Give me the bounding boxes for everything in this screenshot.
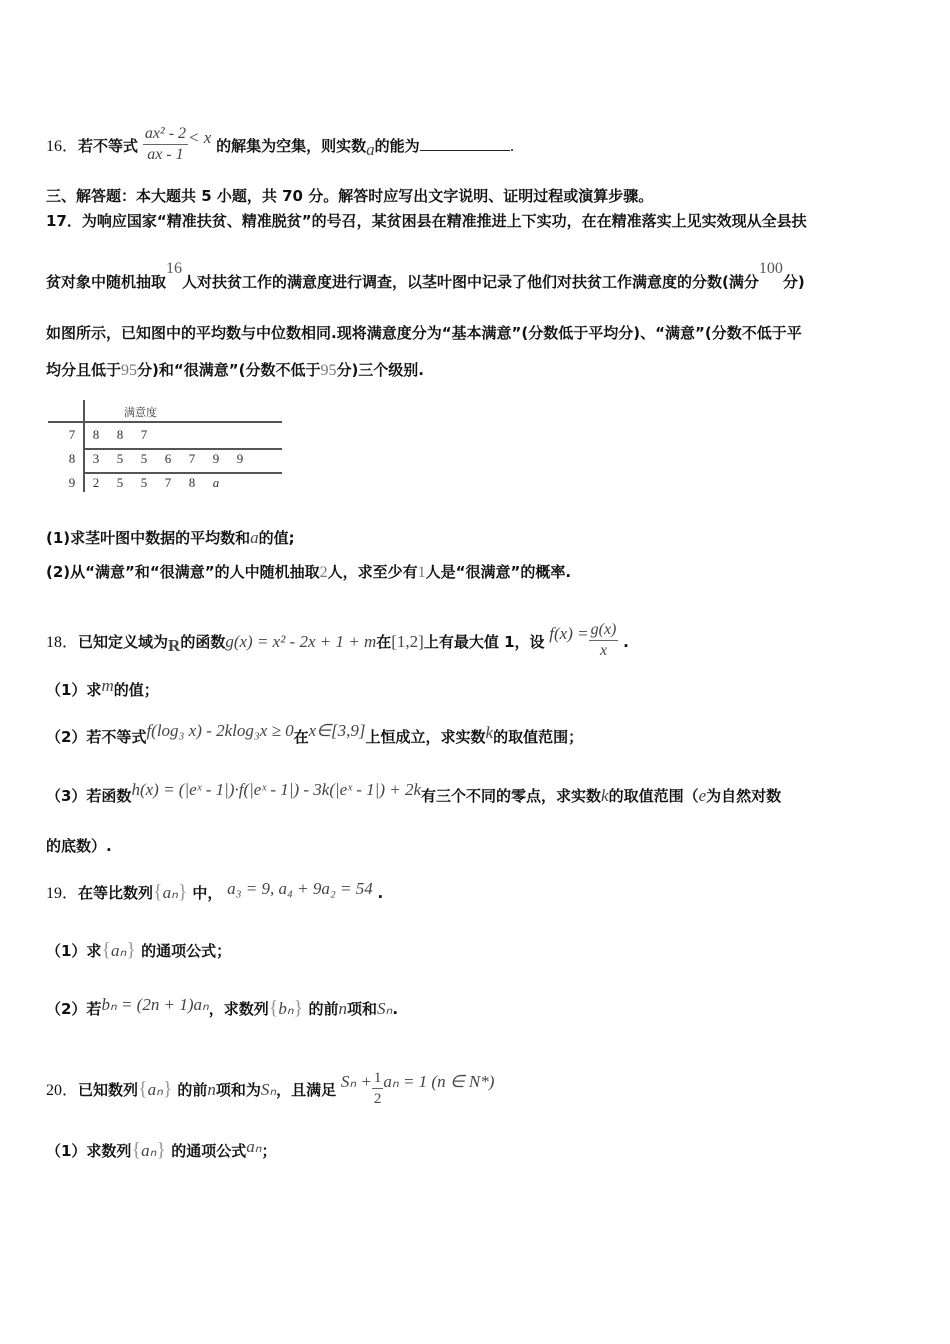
q18-p3-var: k [601,786,609,805]
q17-part1-var: a [250,528,259,547]
q17-number-100: 100 [758,260,783,277]
q18-interval: [1,2] [391,632,424,651]
q16-var-a: a [366,140,375,159]
q20-seq: aₙ [147,1080,163,1099]
brace-close: } [162,1078,173,1100]
q20-c: 项和为 [215,1081,261,1099]
q16-middle: 的解集为空集，则实数 [216,137,367,155]
q17-part2-n1: 1 [417,564,426,581]
q20-n: n [207,1080,216,1099]
q18-p1-label: （1）求 [46,681,102,699]
q16-prefix: 若不等式 [78,137,139,155]
q18-part1 [46,676,159,700]
leaf: 8 [116,427,124,442]
q16 [46,126,514,167]
leaf: 7 [140,427,148,442]
q17-line4-a: 均分且低于 [46,361,122,379]
brace-close: } [126,939,136,961]
q19-a: 在等比数列 [78,884,154,902]
leaf: 8 [188,475,196,490]
leaf: 3 [92,451,100,466]
q19-part2 [46,995,399,1019]
q18-p3-label: （3）若函数 [46,787,132,805]
q18-p2-range: x∈[3,9] [308,721,366,740]
q18-p1-var: m [101,676,114,695]
brace-close: } [177,881,188,903]
leaf: 6 [164,451,172,466]
q19-p2-label: （2）若 [46,1000,102,1018]
leaf: a [212,475,220,490]
q19-seq: aₙ [162,883,178,902]
row-rule-2 [83,472,282,474]
q20-p1-label: （1）求数列 [46,1142,132,1160]
q17-part2 [46,562,571,583]
leaf: 8 [92,427,100,442]
q17-line4-b: 分)和“很满意”(分数不低于 [137,361,321,379]
q16-suffix: 的能为 [374,137,420,155]
q16-frac-denominator: ax - 1 [147,146,184,163]
stem-row-9 [46,475,286,495]
leaf: 2 [92,475,100,490]
q17-number-16: 16 [166,260,183,277]
q18-c: 在 [376,633,392,651]
q20-p1-an: aₙ [246,1137,262,1156]
header-rule [48,421,282,423]
q19 [46,879,384,904]
stem: 8 [68,451,76,466]
q16-frac-numerator: ax² - 2 [143,124,188,145]
q18-p2-var: k [485,723,494,742]
q18-frac-denominator: x [599,642,608,659]
leaf: 5 [140,451,148,466]
q20-p1-seq: aₙ [141,1141,157,1160]
q19-p2-seq: bₙ [278,999,294,1018]
q20 [46,1070,494,1111]
q17-part2-a: (2)从“满意”和“很满意”的人中随机抽取 [46,563,320,581]
q18-part3-line2: 的底数）. [46,837,112,855]
q18 [46,622,629,663]
q18-p2-label: （2）若不等式 [46,728,147,746]
q20-cond-lhs: Sₙ + [340,1072,372,1091]
q18-p3-d: 为自然对数 [706,787,782,805]
row-rule-1 [83,448,282,450]
q18-p3-expr: h(x) = (|eˣ - 1|)·f(|eˣ - 1|) - 3k(|eˣ - 1|) + 2k [131,780,422,799]
leaf: 9 [236,451,244,466]
q20-part1 [46,1137,277,1161]
leaf: 5 [116,451,124,466]
q17-part2-b: 人，求至少有 [327,563,418,581]
q16-relation: < x [188,128,212,147]
q19-p2-def: bₙ = (2n + 1)aₙ [101,995,209,1014]
q18-R: R [168,636,181,655]
q18-frac-numerator: g(x) [589,620,619,641]
q18-g-def: g(x) = x² - 2x + 1 + m [225,632,377,651]
q18-p3-e: e [698,786,707,805]
q17-part2-n2: 2 [319,564,328,581]
leaf: 5 [140,475,148,490]
q18-f-lhs: f(x) = [549,624,589,643]
q17-number-95b: 95 [320,362,337,379]
q18-fraction [589,620,619,661]
q17-line1: 17．为响应国家“精准扶贫、精准脱贫”的号召，某贫困县在精准推进上下实功，在在精准落实上见实效现从全县扶 [46,212,807,230]
q17-part2-c: 人是“很满意”的概率. [425,563,572,581]
q20-fraction [372,1068,384,1109]
q20-d: ，且满足 [276,1081,337,1099]
q17-line4-c: 分)三个级别. [336,361,425,379]
q17-line3: 如图所示，已知图中的平均数与中位数相同.现将满意度分为“基本满意”(分数低于平均分)、“满意”(分数不低于平 [46,324,802,342]
q16-fraction [143,124,188,165]
q17-line2-b: 人对扶贫工作的满意度进行调查，以茎叶图中记录了他们对扶贫工作满意度的分数(满分 [182,273,759,291]
section3-heading: 三、解答题：本大题共 5 小题，共 70 分。解答时应写出文字说明、证明过程或演算步骤。 [46,187,654,205]
q19-condition: a₃ = 9, a₄ + 9a₂ = 54 [227,879,373,898]
stem-leaf-plot [46,398,286,494]
q19-p2-S: Sₙ [377,999,393,1018]
q18-end: . [623,633,629,651]
q20-a: 已知数列 [78,1081,139,1099]
leaf: 7 [164,475,172,490]
stem-row-8 [46,451,286,471]
q18-p2-b: 上恒成立，求实数 [365,728,486,746]
q16-answer-blank[interactable] [420,136,510,151]
q18-number: 18． [46,634,79,651]
leaf: 7 [188,451,196,466]
q17-line2-c: 分) [782,273,805,291]
q19-p2-n: n [338,999,348,1018]
brace-close: } [293,997,304,1019]
q17-number-95a: 95 [121,362,138,379]
q20-cond-rhs: aₙ = 1 (n ∈ N*) [383,1072,495,1091]
q18-p3-c: 的取值范围（ [608,787,699,805]
q18-p1-end: 的值； [113,681,159,699]
q19-number: 19． [46,885,79,902]
stem: 9 [68,475,76,490]
q20-p1-end: ； [261,1142,277,1160]
q20-frac-numerator: 1 [372,1068,384,1089]
q18-p3-b: 有三个不同的零点，求实数 [421,787,602,805]
q19-end: . [377,884,384,902]
q19-p2-end: . [392,1000,399,1018]
brace-open: { [138,1078,148,1100]
q19-part1 [46,940,231,961]
q16-end: . [509,137,515,155]
q19-p2-b: ，求数列 [208,1000,269,1018]
q17-part1 [46,528,295,548]
q17-line2 [46,260,805,293]
q19-p2-c: 的前 [308,1000,339,1018]
q17-line4 [46,360,424,381]
q18-a: 已知定义域为 [78,633,169,651]
q18-b: 的函数 [180,633,226,651]
q20-frac-denominator: 2 [373,1091,382,1107]
q19-b: 中， [192,884,223,902]
q18-part3 [46,780,782,806]
q19-p1-label: （1）求 [46,942,102,960]
brace-open: { [268,997,279,1019]
stem-row-7 [46,427,286,447]
q20-number: 20． [46,1082,79,1099]
brace-open: { [153,881,163,903]
leaf: 5 [116,475,124,490]
brace-close: } [156,1139,166,1161]
brace-open: { [101,939,112,961]
q17-part1-b: 的值; [258,529,295,547]
q18-d: 上有最大值 1，设 [423,633,545,651]
q18-p2-expr: f(log₃ x) - 2klog₃x ≥ 0 [146,721,294,740]
brace-open: { [131,1139,142,1161]
stem: 7 [68,427,76,442]
stem-leaf-header: 满意度 [124,406,157,419]
q17-part1-a: (1)求茎叶图中数据的平均数和 [46,529,251,547]
q20-p1-b: 的通项公式 [171,1142,247,1160]
q16-number: 16． [46,138,79,155]
q19-p1-seq: aₙ [111,941,127,960]
q18-p2-end: 的取值范围； [493,728,584,746]
leaf: 9 [212,451,220,466]
q20-b: 的前 [177,1081,208,1099]
q19-p2-d: 项和 [347,1000,378,1018]
q18-part2 [46,721,584,747]
q19-p1-end: 的通项公式； [141,942,232,960]
q18-p2-in: 在 [293,728,309,746]
q17-line2-a: 贫对象中随机抽取 [46,273,167,291]
q20-S: Sₙ [260,1080,277,1099]
